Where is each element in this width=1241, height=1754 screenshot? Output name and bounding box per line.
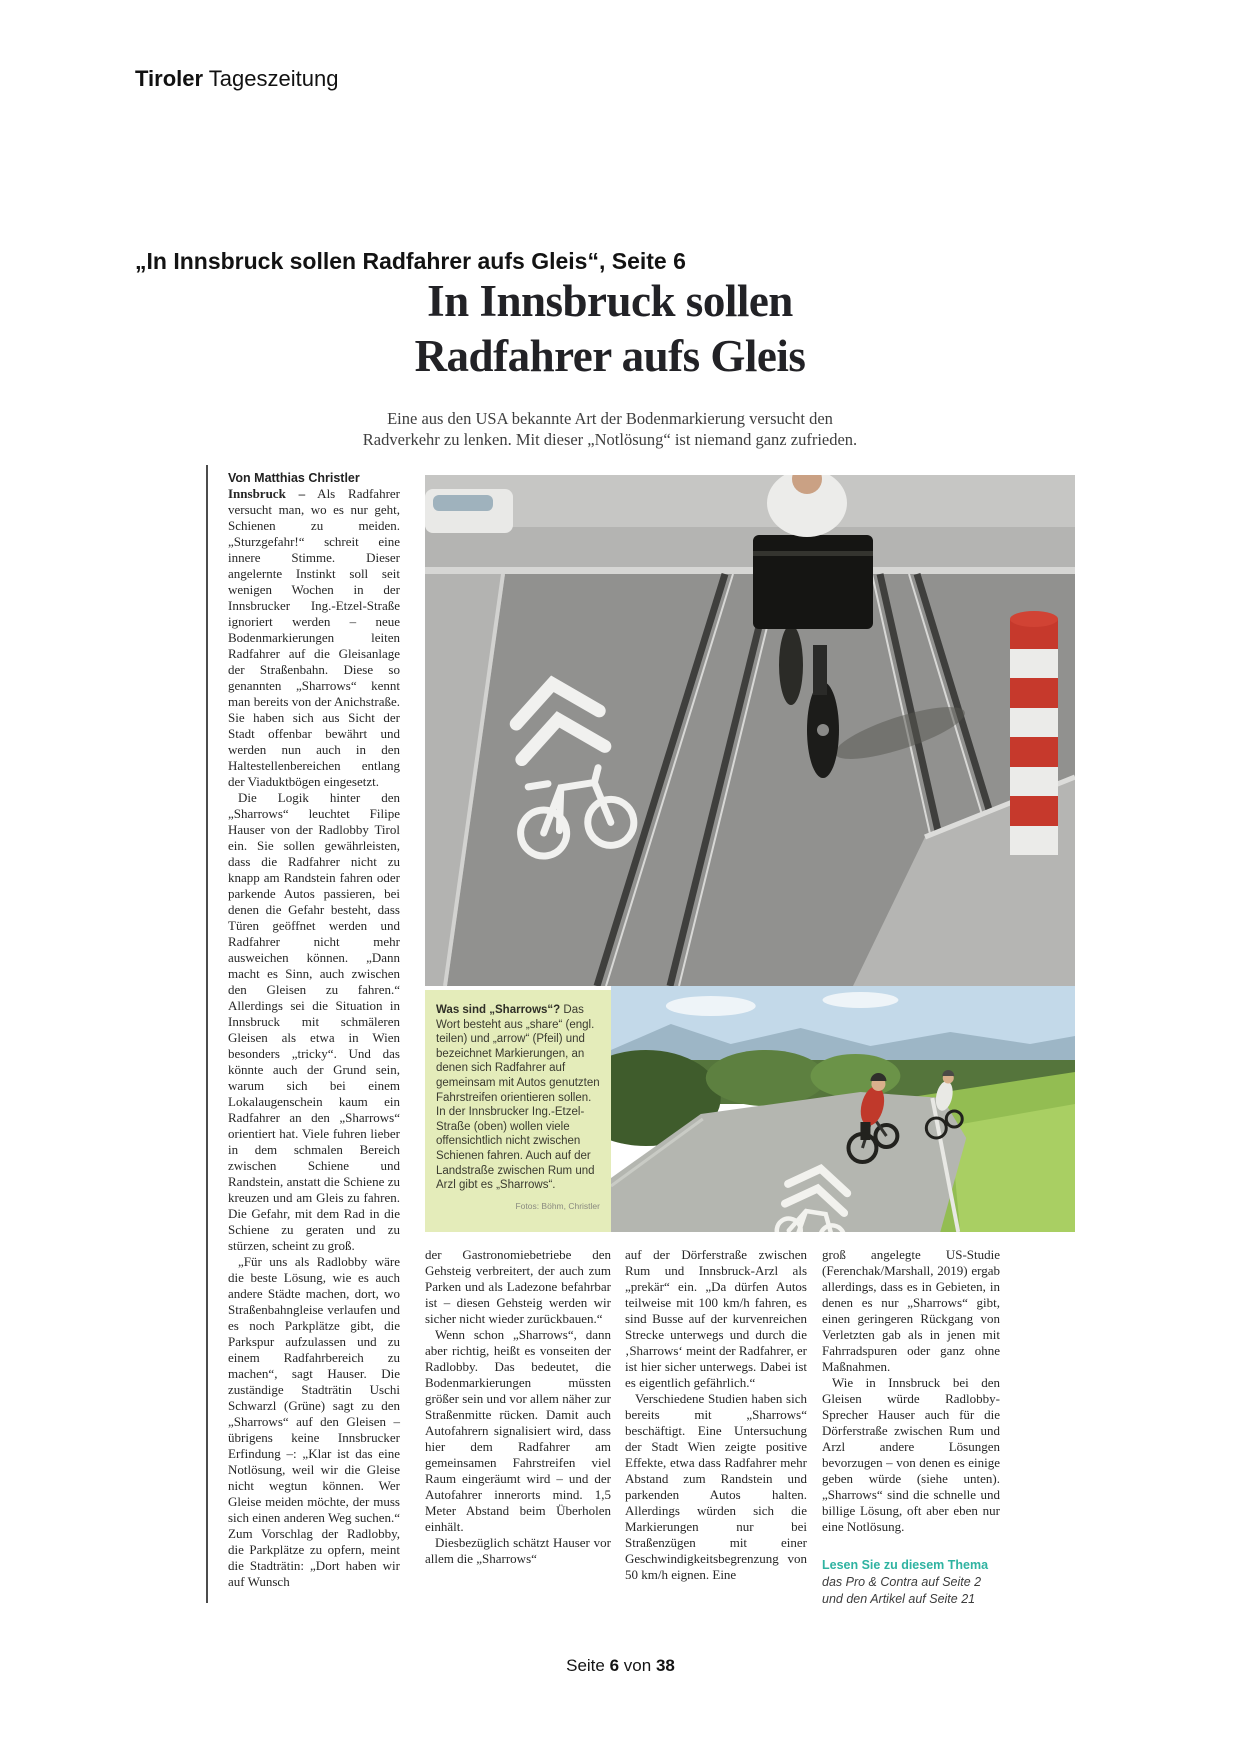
paragraph: groß angelegte US-Studie (Ferenchak/Marshall, 2019) ergab allerdings, dass es in Gebieten, in denen es nur „Sharrows“ gibt, einen geringeren Rückgang von Verletzten gab als in jenen mit Fahrradspuren oder ganz ohne Maßnahmen.	[822, 1247, 1000, 1374]
footer-page-number: 6	[609, 1656, 620, 1675]
paragraph: Die Logik hinter den „Sharrows“ leuchtet Filipe Hauser von der Radlobby Tirol ein. Sie sollen gewährleisten, dass die Radfahrer nicht zu knapp am Randstein fahren oder parkende Autos passieren, bei denen die Gefahr besteht, dass Türen geöffnet werden und Radfahrer nicht mehr ausweichen können. „Dann macht es Sinn, auch zwischen den Gleisen zu fahren.“ Allerdings sei die Situation in Innsbruck mit schmäleren Gleisen als etwa in Wien besonders „tricky“. Und das könnte auch der Grund sein, warum sich bei einem Lokalaugenschein kaum ein Radfahrer an den „Sharrows“ orientiert hat. Viele fuhren lieber in dem schmalen Bereich zwischen Schiene und Randstein, anstatt die Schiene zu kreuzen und am Gleis zu fahren. Die Gefahr, mit dem Rad in die Schiene zu geraten und zu stürzen, scheint zu groß.	[228, 790, 400, 1253]
cargo-box	[753, 535, 873, 629]
paragraph: der Gastronomiebetriebe den Gehsteig verbreitert, der auch zum Parken und als Ladezone befahrbar ist – diesen Gehsteig werden wir sicher nicht wieder zurückbauen.“	[425, 1247, 611, 1326]
paragraph: Wenn schon „Sharrows“, dann aber richtig, heißt es vonseiten der Radlobby. Das bedeutet, die Bodenmarkierungen müssten größer sein und vor allem näher zur Straßenmitte rücken. Damit auch Autofahrern signalisiert wird, dass hier dem Radfahrer am gemeinsamen Fahrstreifen viel Raum eingeräumt wird – und der Autofahrer innerorts mind. 1,5 Meter Abstand beim Überholen einhält.	[425, 1327, 611, 1534]
note-green-text: Lesen Sie zu diesem Thema	[822, 1558, 989, 1572]
byline: Von Matthias Christler	[228, 471, 360, 485]
subhead-line1: Eine aus den USA bekannte Art der Bodenmarkierung versucht den	[387, 409, 833, 428]
photo-caption-box	[425, 990, 611, 1232]
note-italic-text: das Pro & Contra auf Seite 2 und den Artikel auf Seite 21	[822, 1575, 982, 1606]
caption-text: Das Wort besteht aus „share“ (engl. teilen) und „arrow“ (Pfeil) und bezeichnet Markierungen, an denen sich Radfahrer auf gemeinsam mit Autos genutzten Fahrstreifen orientieren sollen. In der Innsbrucker Ing.-Etzel-Straße (oben) wollen viele offensichtlich nicht zwischen Schienen fahren. Auch auf der Landstraße zwischen Rum und Arzl gibt es „Sharrows“.	[436, 1004, 600, 1192]
brand-bold: Tiroler	[135, 66, 204, 91]
cloud	[823, 992, 899, 1008]
column-rule	[206, 465, 208, 1603]
country-road-graphic	[611, 986, 1075, 1232]
headline-line2: Radfahrer aufs Gleis	[414, 331, 806, 381]
country-road-photo	[611, 986, 1075, 1232]
article-column-1	[228, 470, 400, 1590]
paragraph: Diesbezüglich schätzt Hauser vor allem die „Sharrows“	[425, 1535, 611, 1566]
brand-regular: Tageszeitung	[208, 66, 339, 91]
article-column-3	[625, 1247, 807, 1583]
street-photo	[425, 475, 1075, 986]
street-photo-graphic	[425, 475, 1075, 986]
page-footer	[0, 1656, 1241, 1676]
grass-highlight	[950, 1104, 1075, 1232]
footer-middle: von	[623, 1656, 652, 1675]
article-headline	[320, 274, 900, 384]
curb-line	[425, 567, 1075, 574]
paragraph: auf der Dörferstraße zwischen Rum und Innsbruck-Arzl als „prekär“ ein. „Da dürfen Autos teilweise mit 100 km/h fahren, es sind Busse auf der kurvenreichen Strecke unterwegs und durch die ‚Sharrows‘ meint der Radfahrer, er ist hier sicher unterwegs. Dabei ist es eigentlich gefährlich.“	[625, 1247, 807, 1390]
paragraph: Verschiedene Studien haben sich bereits mit „Sharrows“ beschäftigt. Eine Untersuchung der Stadt Wien zeigte positive Effekte, etwa dass Radfahrer mehr Abstand zum Randstein und parkenden Autos halten. Allerdings würden sich die Markierungen nur bei Straßenzügen mit einer Geschwindigkeitsbegrenzung von 50 km/h eignen. Eine	[625, 1391, 807, 1582]
rider-leg	[779, 625, 803, 705]
clip-title: „In Innsbruck sollen Radfahrer aufs Gleis“, Seite 6	[135, 248, 686, 274]
cloud	[666, 996, 756, 1016]
paragraph-text: Als Radfahrer versucht man, wo es nur geht, Schienen zu meiden. „Sturzgefahr!“ schreit eine innere Stimme. Dieser angelernte Instinkt soll seit wenigen Wochen in der Innsbrucker Ing.-Etzel-Straße ignoriert werden – neue Bodenmarkierungen leiten Radfahrer auf die Gleisanlage der Straßenbahn. Diese so genannten „Sharrows“ kennt man bereits von der Anichstraße. Sie haben sich aus Sicht der Stadt offenbar bewährt und werden nun auch in den Haltestellenbereichen entlang der Viaduktbögen eingesetzt.	[228, 486, 401, 789]
wheel-hub	[817, 724, 829, 736]
article-subhead	[320, 408, 900, 450]
footer-prefix: Seite	[566, 1656, 605, 1675]
related-articles-note	[822, 1557, 1000, 1608]
cargo-box-lid	[753, 551, 873, 556]
car-window	[433, 495, 493, 511]
trees	[811, 1054, 901, 1098]
upper-road	[425, 527, 1075, 571]
paragraph: Wie in Innsbruck bei den Gleisen würde Radlobby-Sprecher Hauser auch für die Dörferstraße zwischen Rum und Arzl andere Lösungen bevorzugen – von denen es einige geben würde (siehe unten). „Sharrows“ sind die schnelle und billige Lösung, oft aber eben nur eine Notlösung.	[822, 1375, 1000, 1534]
trees	[706, 1050, 826, 1106]
far-road	[425, 475, 1075, 527]
headline-line1: In Innsbruck sollen	[427, 276, 793, 326]
caption-lead: Was sind „Sharrows“?	[436, 1004, 561, 1016]
newspaper-brand	[135, 66, 338, 92]
striped-warning-pole	[1010, 611, 1058, 855]
dateline: Innsbruck –	[228, 486, 306, 501]
subhead-line2: Radverkehr zu lenken. Mit dieser „Notlösung“ ist niemand ganz zufrieden.	[362, 430, 858, 449]
paragraph	[228, 486, 400, 790]
bike-frame	[813, 645, 827, 695]
paragraph: „Für uns als Radlobby wäre die beste Lösung, wie es auch andere Städte machen, dort, wo Straßenbahngleise verlaufen und es noch Parkplätze gibt, die Parkspur aufzulassen und zu einem Radfahrbereich zu machen“, sagt Hauser. Die zuständige Stadträtin Uschi Schwarzl (Grüne) sagt zu den „Sharrows“ auf den Gleisen – übrigens keine Innsbrucker Erfindung –: „Klar ist das eine Notlösung, weil wir die Gleise nicht wegtun können. Wer Gleise meiden möchte, der muss sich einen anderen Weg suchen.“ Zum Vorschlag der Radlobby, die Parkplätze zu opfern, meint die Stadträtin: „Dort haben wir auf Wunsch	[228, 1254, 400, 1589]
footer-total-pages: 38	[655, 1656, 675, 1675]
photo-credit: Fotos: Böhm, Christler	[515, 1200, 600, 1211]
article-column-4	[822, 1247, 1000, 1608]
article-column-2	[425, 1247, 611, 1567]
